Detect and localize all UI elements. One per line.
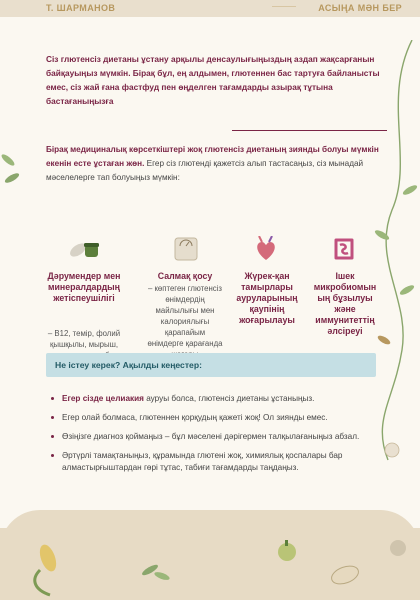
list-item [62,393,362,405]
card-title-vitamins: Дәрумендер мен минералдардың жетіспеушілігі [47,271,121,303]
card-desc-weight: – көптеген глютенсіз өнімдердің майлылығы мен калориялығы қарапайым өнімдерге қарағанда [147,284,223,348]
bullet-text: Егер олай болмаса, глютеннен қорқудың қажеті жоқ! Ол зиянды емес. [62,413,328,422]
advice-box [46,353,376,377]
list-item [62,431,362,443]
bullet-text: Өзіңізге диагноз қоймаңыз – бұл мәселені дәрігермен талқылағаныңыз абзал. [62,432,360,441]
heart-icon [246,236,286,262]
author-name: Т. ШАРМАНОВ [46,3,116,13]
bullet-text: ауруы болса, глютенсіз диетаны ұстаныңыз. [143,394,315,403]
card-desc-vitamins: – B12, темір, фолий қышқылы, мырыш, [47,329,121,349]
list-item [62,450,362,474]
advice-list [62,393,362,481]
scale-icon [166,236,206,262]
greens-decoration-icon [0,140,30,200]
bullet-text: Әртүрлі тамақтаныңыз, құрамында глютені жоқ, химиялық қоспалары бар алмастырғыштардан гөрі тұтас, табиғи тағамдарды таңдаңыз. [62,451,343,472]
intestine-icon [324,236,364,262]
bullet-bold: Егер сізде целиакия [62,394,144,403]
card-title-weight: Салмақ қосу [157,271,213,281]
card-title-gut: Ішек микробиомын ың бұзылуы және иммунитеттің әлсіреуі [313,271,377,336]
vegetables-decoration-icon [0,520,420,600]
section-divider [232,130,387,131]
intro-paragraph: Сіз глютенсіз диетаны ұстану арқылы денсаулығыңыздың аздап жақсарғанын байқауыңыз мүмкін. Бірақ бұл, ең алдымен, глютеннен бас тартуға байланысты емес, сіз жай ғана фастфуд пен өңделген тағамдарды азырақ тұтына бастағаныңызға [46,54,380,106]
book-title: АСЫҢА МӘН БЕР [318,3,402,13]
list-item [62,412,362,424]
advice-title: Не істеу керек? Ақылды кеңестер: [55,360,202,370]
warning-paragraph [46,143,391,185]
header-divider [272,6,296,7]
vitamin-pills-icon [64,236,104,262]
card-title-heart: Жүрек-қан тамырлары ауруларының қаупінің жоғарылауы [236,271,298,325]
warning-rest: Егер сіз глютенді қажетсіз алып тастасаңыз, сіз мынадай мәселелерге тап болуыңыз мүмкін: [46,159,364,182]
warning-bold: Бірақ медициналық көрсеткіштері жоқ глютенсіз диетаның зиянды болуы мүмкін екенін есте ұстаған жөн. [46,145,379,168]
